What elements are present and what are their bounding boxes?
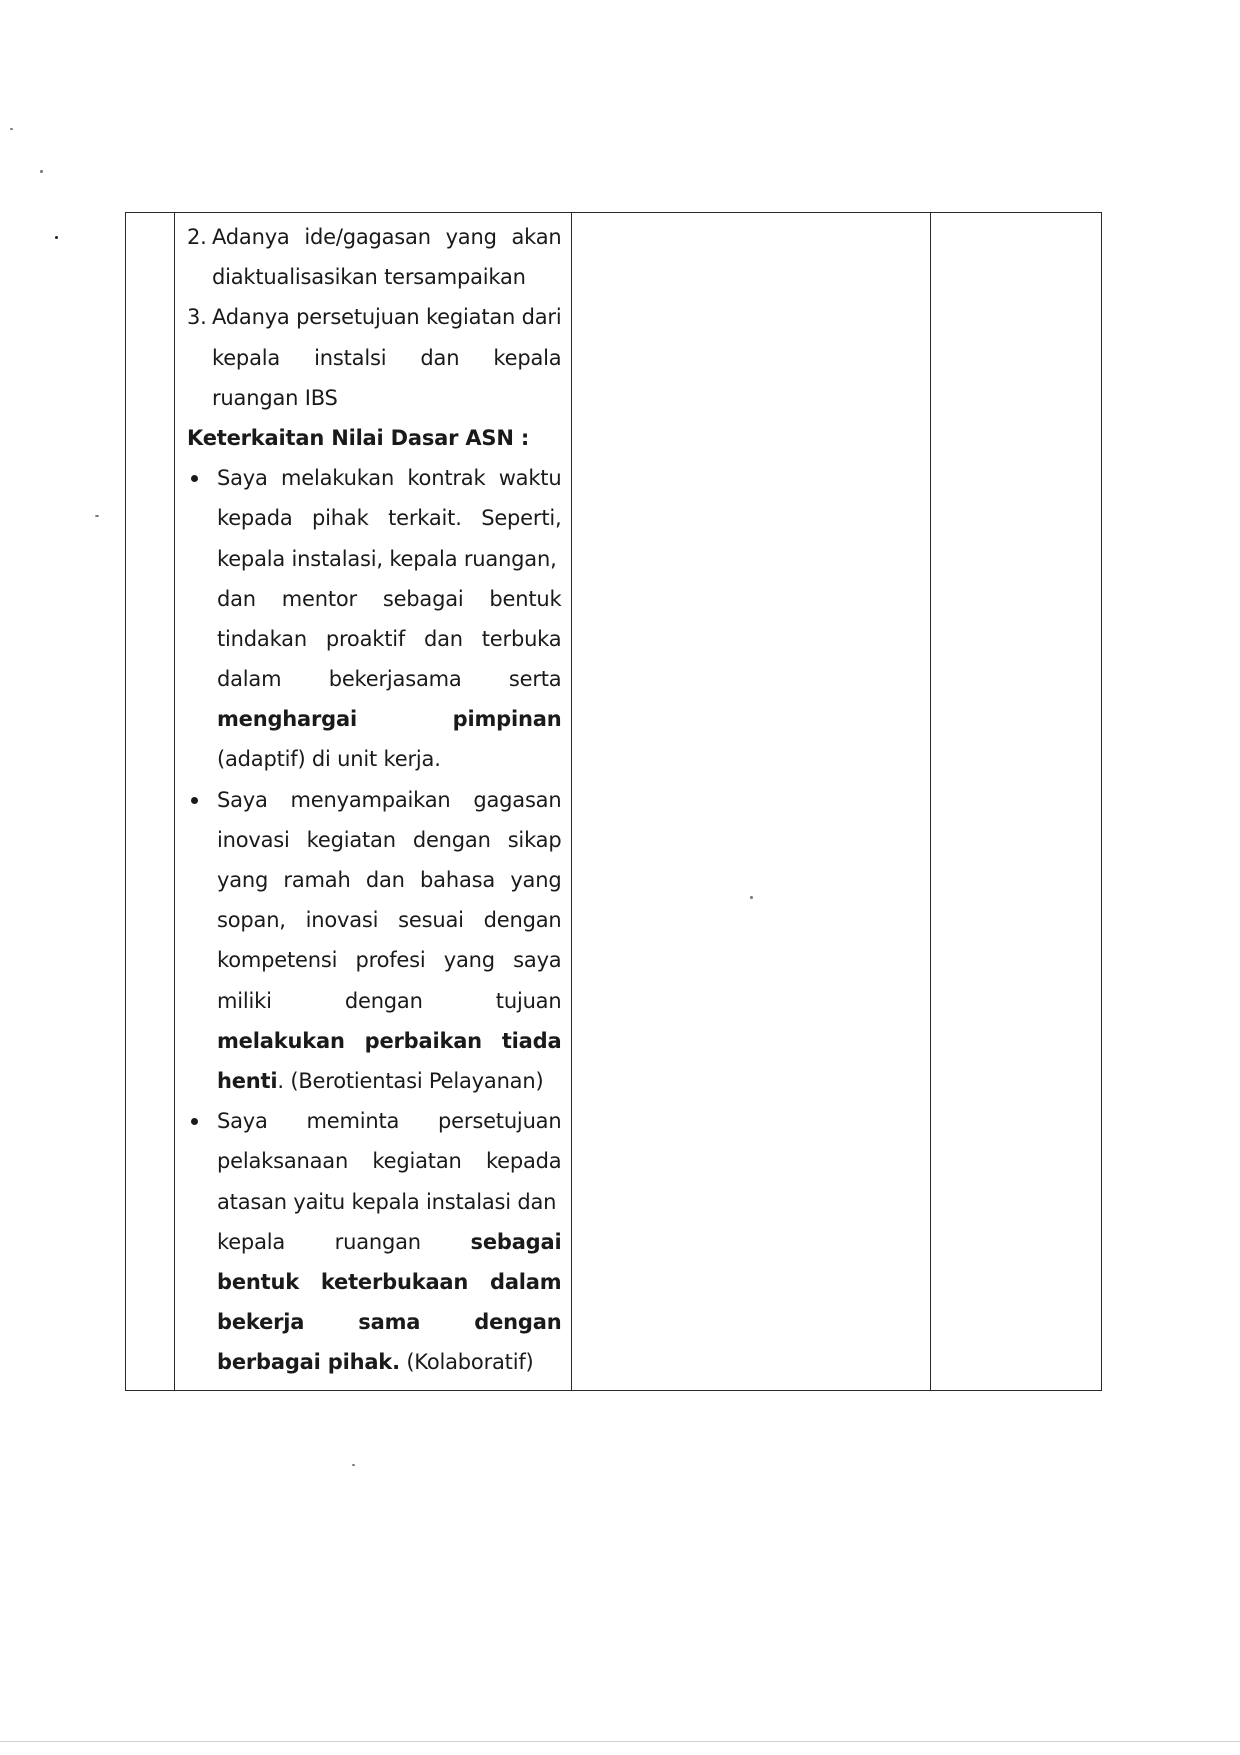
text-line: Saya meminta persetujuan — [217, 1109, 562, 1134]
item-2-line-1 — [187, 217, 561, 257]
text-line: tindakan proaktif dan terbuka — [217, 626, 562, 651]
table-cell-extra — [931, 213, 1102, 1391]
bullet-adaptif — [187, 458, 561, 780]
item-2-number-and-word: 2. Adanya — [187, 225, 290, 249]
table-cell-number — [126, 213, 175, 1391]
word: yang — [445, 225, 497, 249]
text-line: berbagai pihak. (Kolaboratif) — [217, 1350, 534, 1375]
text-line: sopan, inovasi sesuai dengan — [217, 908, 562, 933]
scan-speck — [95, 515, 99, 517]
text-line: bentuk keterbukaan dalam — [217, 1269, 562, 1294]
text-line: Saya menyampaikan gagasan — [217, 787, 562, 812]
text-line: inovasi kegiatan dengan sikap — [217, 827, 562, 852]
word: ide/gagasan — [304, 225, 431, 249]
bullet-berorientasi-pelayanan — [187, 780, 561, 1102]
text-line: henti. (Berotientasi Pelayanan) — [217, 1068, 544, 1093]
text-line: Saya melakukan kontrak waktu — [217, 466, 562, 491]
bullet-icon — [191, 797, 198, 804]
activity-table — [125, 212, 1102, 1391]
item-3-line-2: kepala instalsi dan kepala — [212, 345, 562, 370]
table-cell-activity — [175, 213, 572, 1391]
table-cell-result — [572, 213, 931, 1391]
activity-content — [175, 213, 571, 1390]
text-line: bekerja sama dengan — [217, 1310, 562, 1335]
text-line: (adaptif) di unit kerja. — [217, 747, 441, 772]
text-line: menghargai pimpinan — [217, 707, 562, 732]
scan-speck — [40, 170, 43, 173]
item-3-line-1: 3. Adanya persetujuan kegiatan dari — [187, 305, 562, 330]
text-line: yang ramah dan bahasa yang — [217, 868, 562, 892]
text-line: dan mentor sebagai bentuk — [217, 586, 562, 611]
bullet-icon — [191, 1118, 198, 1125]
item-2-line-2: diaktualisasikan tersampaikan — [212, 265, 526, 290]
item-3-line-3: ruangan IBS — [212, 385, 338, 410]
text-line: dalam bekerjasama serta — [217, 667, 562, 692]
table-row — [126, 213, 1102, 1391]
scan-speck — [55, 236, 58, 239]
text-line: pelaksanaan kegiatan kepada — [217, 1149, 562, 1174]
section-heading: Keterkaitan Nilai Dasar ASN : — [187, 425, 530, 450]
text-line: kepala instalasi, kepala ruangan, — [217, 546, 557, 571]
scan-speck — [10, 128, 13, 130]
text-line: miliki dengan tujuan — [217, 988, 562, 1013]
page-bottom-edge — [0, 1741, 1240, 1742]
bullet-kolaboratif — [187, 1101, 561, 1382]
text-line: atasan yaitu kepala instalasi dan — [217, 1189, 557, 1214]
bullet-icon — [191, 475, 198, 482]
text-line: kepada pihak terkait. Seperti, — [217, 506, 562, 531]
scan-speck — [352, 1464, 355, 1466]
text-line: kompetensi profesi yang saya — [217, 948, 562, 973]
text-line: melakukan perbaikan tiada — [217, 1028, 562, 1053]
word: akan — [511, 225, 562, 249]
text-line: kepala ruangan sebagai — [217, 1229, 562, 1254]
